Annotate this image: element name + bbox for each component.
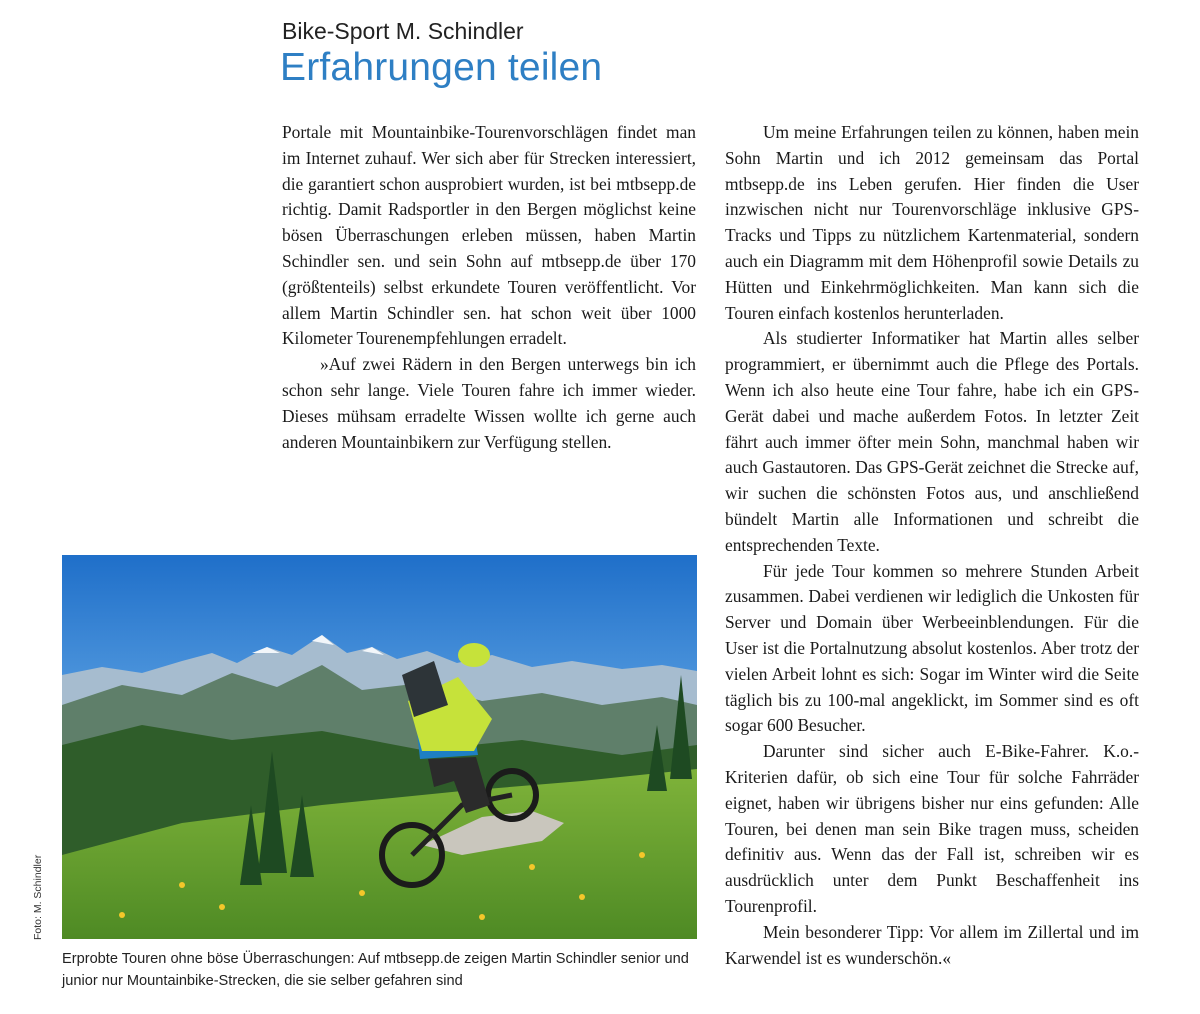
article-headline: Erfahrungen teilen [280,46,603,89]
right-text-column [725,120,1139,971]
mountain-bike-photo [62,555,697,939]
paragraph: »Auf zwei Rädern in den Bergen unterwegs bin ich schon sehr lange. Viele Touren fahre ich immer wieder. Dieses mühsam erradelte Wissen wollte ich gerne auch anderen Mountainbikern zur Verfügung stellen. [282,354,696,452]
paragraph: Portale mit Mountainbike-Tourenvorschlägen findet man im Internet zuhauf. Wer sich aber für Strecken interessiert, die garantiert schon ausprobiert wurden, ist bei mtbsepp.de richtig. Damit Radsportler in den Bergen möglichst keine bösen Überraschungen erleben müssen, haben Martin Schindler sen. und sein Sohn auf mtbsepp.de über 170 (größtenteils) selbst erkundete Touren veröffentlicht. Vor allem Martin Schindler sen. hat schon weit über 1000 Kilometer Tourenempfehlungen erradelt. [282,122,696,349]
paragraph: Für jede Tour kommen so mehrere Stunden Arbeit zusammen. Dabei verdienen wir lediglich die Unkosten für Server und Domain über Werbeeinblendungen. Für die User ist die Portalnutzung absolut kostenlos. Aber trotz der vielen Arbeit lohnt es sich: Sogar im Winter wird die Seite täglich bis zu 100-mal angeklickt, im Sommer sind es oft sogar 600 Besucher. [725,560,1139,736]
paragraph: Als studierter Informatiker hat Martin alles selber programmiert, er übernimmt auch die Pflege des Portals. Wenn ich also heute eine Tour fahre, habe ich ein GPS-Gerät dabei und mache außerdem Fotos. In letzter Zeit fährt auch immer öfter mein Sohn, manchmal haben wir auch Gastautoren. Das GPS-Gerät zeichnet die Strecke auf, wir suchen die schönsten Fotos aus, und anschließend bündelt Martin alle Informationen und schreibt die entsprechenden Texte. [725,328,1139,555]
paragraph: Um meine Erfahrungen teilen zu können, haben mein Sohn Martin und ich 2012 gemeinsam das Portal mtbsepp.de ins Leben gerufen. Hier finden die User inzwischen nicht nur Tourenvorschläge inklusive GPS-Tracks und Tipps zu nützlichem Kartenmaterial, sondern auch ein Diagramm mit dem Höhenprofil sowie Details zu Hütten und Einkehrmöglichkeiten. Man kann sich die Touren einfach kostenlos herunterladen. [725,122,1139,323]
photo-caption: Erprobte Touren ohne böse Überraschungen: Auf mtbsepp.de zeigen Martin Schindler senior und junior nur Mountainbike-Strecken, die sie selber gefahren sind [62,951,689,989]
left-text-column [282,120,696,455]
photo-credit: Foto: M. Schindler [32,854,44,940]
paragraph: Darunter sind sicher auch E-Bike-Fahrer. K.o.-Kriterien dafür, ob sich eine Tour für solche Fahrräder eignet, haben wir übrigens bisher nur eins gefunden: Alle Touren, bei denen man sein Bike tragen muss, scheiden definitiv aus. Wenn das der Fall ist, schreiben wir es ausdrücklich unter dem Punkt Beschaffenheit ins Tourenprofil. [725,741,1139,916]
article-kicker: Bike-Sport M. Schindler [282,18,524,44]
paragraph: Mein besonderer Tipp: Vor allem im Zillertal und im Karwendel ist es wunderschön.« [725,921,1139,968]
